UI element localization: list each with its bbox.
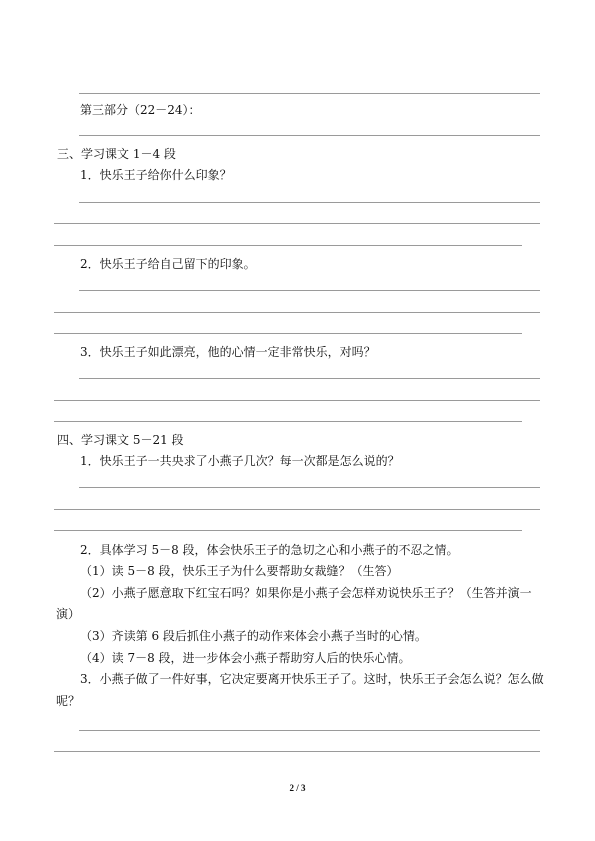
section4-question-2: 2．具体学习 5－8 段，体会快乐王子的急切之心和小燕子的不忍之情。 — [80, 543, 459, 557]
part3-label: 第三部分（22－24）： — [80, 103, 201, 117]
answer-line — [54, 312, 540, 313]
section4-question-3-line-2: 呢？ — [56, 694, 81, 708]
answer-line — [79, 378, 540, 379]
answer-line — [54, 421, 522, 422]
section4-question-3-line-1: 3．小燕子做了一件好事，它决定要离开快乐王子了。这时，快乐王子会怎么说？怎么做 — [80, 672, 544, 686]
section3-question-2: 2．快乐王子给自己留下的印象。 — [80, 257, 256, 271]
answer-line — [79, 135, 540, 136]
answer-line — [54, 751, 540, 752]
answer-line — [54, 333, 522, 334]
answer-line — [54, 245, 522, 246]
section4-question-1: 1．快乐王子一共央求了小燕子几次？每一次都是怎么说的？ — [80, 454, 400, 468]
section3-question-1: 1．快乐王子给你什么印象？ — [80, 168, 232, 182]
answer-line — [79, 730, 540, 731]
section3-question-3: 3．快乐王子如此漂亮，他的心情一定非常快乐，对吗？ — [80, 345, 376, 359]
section4-sub-4: （4）读 7－8 段，进一步体会小燕子帮助穷人后的快乐心情。 — [80, 651, 411, 665]
section4-sub-1: （1）读 5－8 段，快乐王子为什么要帮助女裁缝？（生答） — [80, 564, 399, 578]
answer-line — [79, 93, 540, 94]
section4-sub-2-line-1: （2）小燕子愿意取下红宝石吗？如果你是小燕子会怎样劝说快乐王子？（生答并演一 — [80, 586, 532, 600]
answer-line — [79, 290, 540, 291]
section4-sub-2-line-2: 演） — [56, 607, 81, 621]
page-number: 2 / 3 — [289, 783, 306, 793]
section4-sub-3: （3）齐读第 6 段后抓住小燕子的动作来体会小燕子当时的心情。 — [80, 629, 427, 643]
answer-line — [54, 400, 540, 401]
answer-line — [54, 530, 522, 531]
answer-line — [54, 509, 540, 510]
section4-heading: 四、学习课文 5－21 段 — [57, 433, 184, 447]
answer-line — [79, 202, 540, 203]
section3-heading: 三、学习课文 1－4 段 — [57, 147, 176, 161]
answer-line — [54, 223, 540, 224]
answer-line — [79, 487, 540, 488]
